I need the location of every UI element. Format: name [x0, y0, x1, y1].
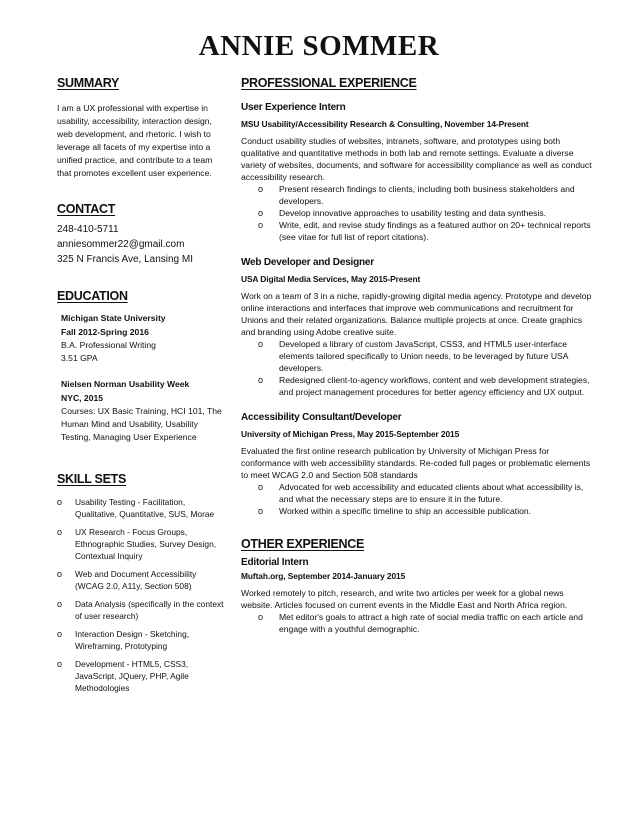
summary-text: I am a UX professional with expertise in usability, accessibility, interaction design, web development, and rhetoric. I wish to leverage all facets of my expertise into a unified practice, and contribute to a team that promotes excellent user experience. — [57, 103, 213, 178]
education-courses: Courses: UX Basic Training, HCI 101, The Human Mind and Usability, Usability Testing, Managing User Experience — [61, 406, 222, 442]
bullet-circle-icon: o — [258, 184, 264, 194]
education-heading: EDUCATION — [57, 289, 128, 303]
skill-item: o Web and Document Accessibility (WCAG 2.0, A11y, Section 508) — [57, 569, 197, 591]
job-bullet: o Worked within a specific timeline to ship an accessible publication. — [258, 506, 532, 516]
education-entry — [57, 377, 227, 444]
bullet-circle-icon: o — [57, 569, 63, 579]
job-bullets — [241, 611, 593, 635]
job-bullet: o Developed a library of custom JavaScript, CSS3, and HTML5 user-interface elements tailored specifically to Union needs, to be leveraged by future USA developers. — [258, 339, 569, 373]
job-bullets — [241, 338, 593, 398]
experience-heading: PROFESSIONAL EXPERIENCE — [241, 76, 417, 90]
bullet-circle-icon: o — [57, 629, 63, 639]
job-bullet: o Advocated for web accessibility and educated clients about what accessibility is, and what the necessary steps are to ensure it in the future. — [258, 482, 584, 504]
job-bullet: o Redesigned client-to-agency workflows, content and web development strategies, and project management procedures for better agency efficiency and UX output. — [258, 375, 590, 397]
job-entry — [241, 257, 593, 398]
education-dates: NYC, 2015 — [61, 393, 104, 403]
left-column — [57, 76, 227, 700]
job-bullet: o Present research findings to clients, including both business stakeholders and developers. — [258, 184, 575, 206]
education-entry — [57, 311, 227, 365]
bullet-circle-icon: o — [258, 482, 264, 492]
skill-item: o Data Analysis (specifically in the context of user research) — [57, 599, 224, 621]
contact-address: 325 N Francis Ave, Lansing MI — [57, 254, 193, 265]
summary-heading: SUMMARY — [57, 76, 120, 90]
bullet-circle-icon: o — [258, 339, 264, 349]
skill-item: o UX Research - Focus Groups, Ethnographic Studies, Survey Design, Contextual Inquiry — [57, 527, 217, 561]
job-entry — [241, 102, 593, 243]
skills-heading: SKILL SETS — [57, 472, 127, 486]
job-org: University of Michigan Press, May 2015-September 2015 — [241, 429, 460, 439]
contact-email: anniesommer22@gmail.com — [57, 239, 185, 250]
bullet-circle-icon: o — [258, 612, 264, 622]
job-description: Conduct usability studies of websites, intranets, software, and prototypes using both qualitative and quantitative methods in both lab and remote settings. Evaluate a diverse variety of websites, documents, and software for accessibility compliance as well as conduct accessibility research. — [241, 136, 592, 182]
contact-phone: 248-410-5711 — [57, 224, 119, 235]
job-description: Worked remotely to pitch, research, and write two articles per week for a global news website. Articles focused on current events in the Middle East and North Africa region. — [241, 588, 568, 610]
job-title: Web Developer and Designer — [241, 257, 374, 268]
job-org: MSU Usability/Accessibility Research & Consulting, November 14-Present — [241, 119, 529, 129]
education-school: Michigan State University — [61, 313, 166, 323]
skill-item: o Development - HTML5, CSS3, JavaScript, JQuery, PHP, Agile Methodologies — [57, 659, 189, 693]
job-bullet: o Met editor's goals to attract a high rate of social media traffic on each article and engage with a youthful demographic. — [258, 612, 583, 634]
job-title: Accessibility Consultant/Developer — [241, 412, 402, 423]
job-bullets — [241, 183, 593, 243]
job-entry — [241, 412, 593, 517]
skill-item: o Interaction Design - Sketching, Wireframing, Prototyping — [57, 629, 190, 651]
job-bullet: o Write, edit, and revise study findings as a featured author on 20+ technical reports (see vitae for full list of report citations). — [258, 220, 591, 242]
bullet-circle-icon: o — [258, 208, 264, 218]
education-dates: Fall 2012-Spring 2016 — [61, 327, 149, 337]
bullet-circle-icon: o — [258, 506, 264, 516]
skill-item: o Usability Testing - Facilitation, Qualitative, Quantitative, SUS, Morae — [57, 497, 215, 519]
bullet-circle-icon: o — [57, 599, 63, 609]
job-bullet: o Develop innovative approaches to usability testing and data synthesis. — [258, 208, 547, 218]
education-gpa: 3.51 GPA — [61, 353, 98, 363]
bullet-circle-icon: o — [258, 220, 264, 230]
education-degree: B.A. Professional Writing — [61, 340, 156, 350]
bullet-circle-icon: o — [57, 527, 63, 537]
bullet-circle-icon: o — [57, 659, 63, 669]
job-description: Work on a team of 3 in a niche, rapidly-growing digital media agency. Prototype and develop online interactions and interfaces that improve web communications and recruitment for Unions and their related organizations. Balance multiple projects at once. Create graphics and branding using Adobe creative suite. — [241, 291, 592, 337]
contact-heading: CONTACT — [57, 202, 116, 216]
job-entry — [241, 557, 593, 635]
job-org: USA Digital Media Services, May 2015-Present — [241, 274, 421, 284]
bullet-circle-icon: o — [57, 497, 63, 507]
job-title: Editorial Intern — [241, 557, 309, 568]
education-school: Nielsen Norman Usability Week — [61, 379, 190, 389]
other-experience-heading: OTHER EXPERIENCE — [241, 537, 365, 551]
skills-list — [57, 496, 227, 694]
job-bullets — [241, 481, 593, 517]
job-description: Evaluated the first online research publication by University of Michigan Press for conformance with web accessibility standards. Re-coded full pages or problematic elements to meet WCAG 2.0 and Section 508 standards — [241, 446, 591, 480]
bullet-circle-icon: o — [258, 375, 264, 385]
right-column — [241, 76, 593, 635]
resume-name: ANNIE SOMMER — [198, 30, 440, 62]
job-org: Muftah.org, September 2014-January 2015 — [241, 571, 406, 581]
job-title: User Experience Intern — [241, 102, 346, 113]
